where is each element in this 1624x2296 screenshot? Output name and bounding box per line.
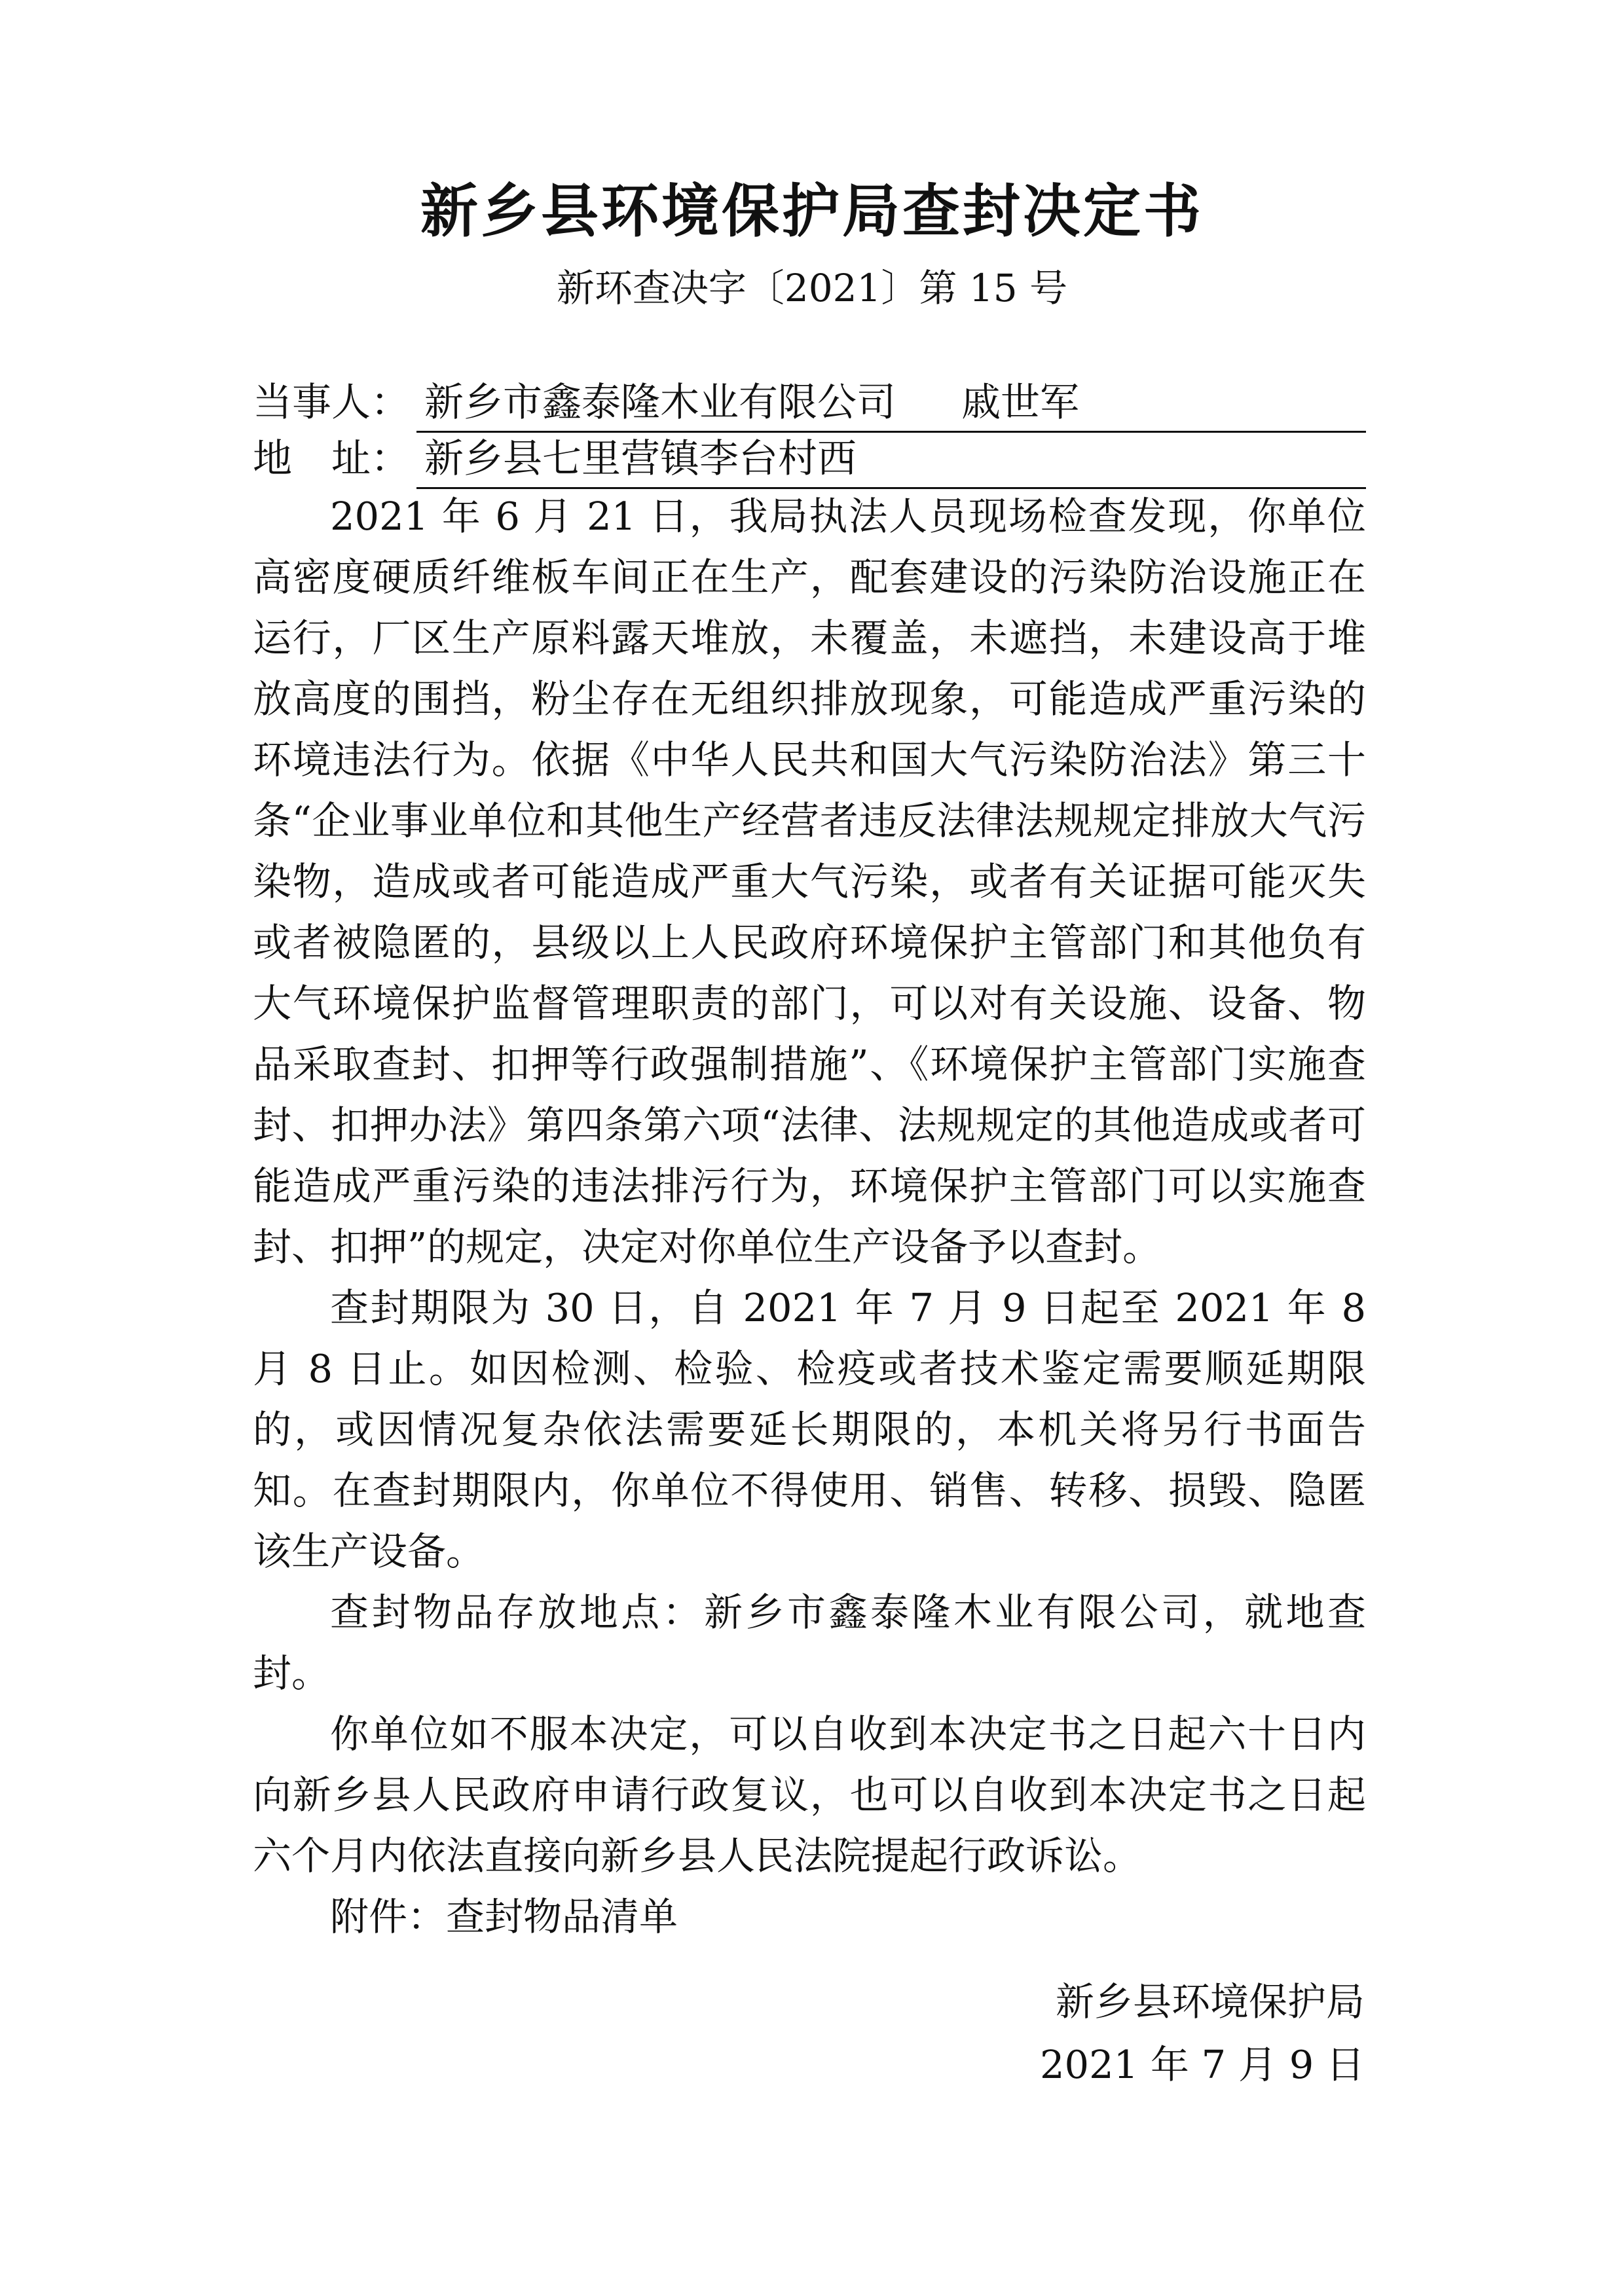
party-row: [253, 373, 1366, 432]
party-label: 当事人：: [253, 380, 410, 426]
party-person: 戚世军: [961, 380, 1079, 426]
issue-date: 2021 年 7 月 9 日: [1040, 2042, 1365, 2087]
address-label: 地 址：: [253, 436, 410, 482]
party-company: 新乡市鑫泰隆木业有限公司: [424, 380, 896, 426]
party-value: [416, 373, 1366, 433]
address-row: [253, 429, 1366, 488]
paragraph-findings: 2021 年 6 月 21 日，我局执法人员现场检查发现，你单位高密度硬质纤维板车间正在生产，配套建设的污染防治设施正在运行，厂区生产原料露天堆放，未覆盖，未遮挡，未建设高于堆放高度的围挡，粉尘存在无组织排放现象，可能造成严重污染的环境违法行为。依据《中华人民共和国大气污染防治法》第三十条“企业事业单位和其他生产经营者违反法律法规规定排放大气污染物，造成或者可能造成严重大气污染，或者有关证据可能灭失或者被隐匿的，县级以上人民政府环境保护主管部门和其他负有大气环境保护监督管理职责的部门，可以对有关设施、设备、物品采取查封、扣押等行政强制措施”、《环境保护主管部门实施查封、扣押办法》第四条第六项“法律、法规规定的其他造成或者可能造成严重污染的违法排污行为，环境保护主管部门可以实施查封、扣押”的规定，决定对你单位生产设备予以查封。: [253, 494, 1366, 1269]
paragraph-seal-period: 查封期限为 30 日，自 2021 年 7 月 9 日起至 2021 年 8 月 8 日止。如因检测、检验、检疫或者技术鉴定需要顺延期限的，或因情况复杂依法需要延长期限的，本机关将另行书面告知。在查封期限内，你单位不得使用、销售、转移、损毁、隐匿该生产设备。: [253, 1285, 1366, 1574]
document-title: 新乡县环境保护局查封决定书: [420, 177, 1204, 245]
paragraph-appeal-rights: 你单位如不服本决定，可以自收到本决定书之日起六十日内向新乡县人民政府申请行政复议，也可以自收到本决定书之日起六个月内依法直接向新乡县人民法院提起行政诉讼。: [253, 1711, 1366, 1878]
paragraph-attachment: 附件：查封物品清单: [330, 1894, 678, 1939]
document-number: 新环查决字〔2021〕第 15 号: [556, 266, 1068, 310]
signature-block: [775, 1971, 1365, 2096]
paragraph-storage-location: 查封物品存放地点：新乡市鑫泰隆木业有限公司，就地查封。: [253, 1590, 1366, 1696]
issuer-name: 新乡县环境保护局: [1055, 1979, 1365, 2024]
document-body: [253, 486, 1366, 1947]
address-value: 新乡县七里营镇李台村西: [416, 429, 1366, 489]
